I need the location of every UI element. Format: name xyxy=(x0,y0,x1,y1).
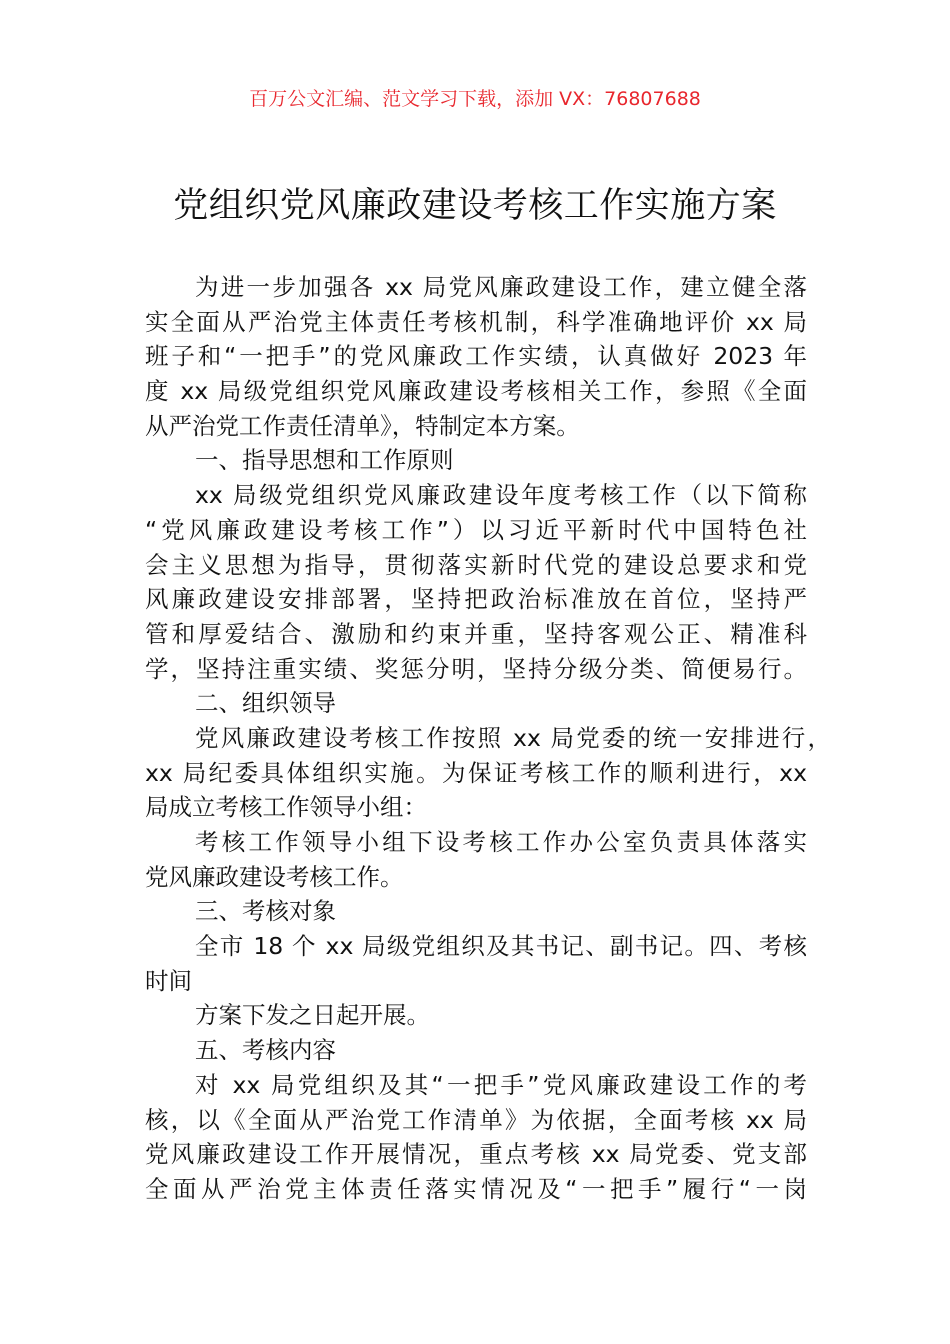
text-line: xx 局级党组织党风廉政建设年度考核工作（以下简称 xyxy=(195,481,807,510)
text-line: 会主义思想为指导，贯彻落实新时代党的建设总要求和党 xyxy=(145,550,807,579)
document-body xyxy=(145,270,831,1207)
text-line: 从严治党工作责任清单》，特制定本方案。 xyxy=(145,411,580,440)
text-line: 管和厚爱结合、激励和约束并重，坚持客观公正、精准科 xyxy=(145,619,807,648)
text-line: xx 局纪委具体组织实施。为保证考核工作的顺利进行，xx xyxy=(145,758,807,787)
text-line: 班子和“一把手”的党风廉政工作实绩，认真做好 2023 年 xyxy=(145,342,807,371)
text-line: 方案下发之日起开展。 xyxy=(195,1001,430,1030)
text-line: 三、考核对象 xyxy=(195,897,336,926)
text-line: 考核工作领导小组下设考核工作办公室负责具体落实 xyxy=(195,828,807,856)
header-banner: 百万公文汇编、范文学习下载，添加 VX：76807688 xyxy=(249,88,701,110)
text-line: 全面从严治党主体责任落实情况及“一把手”履行“一岗 xyxy=(145,1174,807,1203)
text-line: 党风廉政建设考核工作。 xyxy=(145,862,404,891)
document-title: 党组织党风廉政建设考核工作实施方案 xyxy=(173,186,777,226)
text-line: 全市 18 个 xx 局级党组织及其书记、副书记。四、考核 xyxy=(195,932,807,961)
text-line: 实全面从严治党主体责任考核机制，科学准确地评价 xx 局 xyxy=(145,307,807,336)
text-line: 为进一步加强各 xx 局党风廉政建设工作，建立健全落 xyxy=(195,273,807,301)
text-line: 时间 xyxy=(145,966,192,995)
text-line: 度 xx 局级党组织党风廉政建设考核相关工作，参照《全面 xyxy=(145,377,807,406)
text-line: 核，以《全面从严治党工作清单》为依据，全面考核 xx 局 xyxy=(145,1105,807,1134)
text-line: 党风廉政建设考核工作按照 xx 局党委的统一安排进行， xyxy=(195,723,831,752)
text-line: 党风廉政建设工作开展情况，重点考核 xx 局党委、党支部 xyxy=(145,1140,807,1169)
text-line: 二、组织领导 xyxy=(195,689,336,718)
text-line: 局成立考核工作领导小组： xyxy=(145,793,427,822)
text-line: 学，坚持注重实绩、奖惩分明，坚持分级分类、简便易行。 xyxy=(145,654,807,683)
text-line: “党风廉政建设考核工作”）以习近平新时代中国特色社 xyxy=(145,515,807,544)
text-line: 风廉政建设安排部署，坚持把政治标准放在首位，坚持严 xyxy=(145,585,807,614)
text-line: 一、指导思想和工作原则 xyxy=(195,446,454,475)
text-line: 五、考核内容 xyxy=(195,1036,336,1065)
text-line: 对 xx 局党组织及其“一把手”党风廉政建设工作的考 xyxy=(195,1070,807,1099)
